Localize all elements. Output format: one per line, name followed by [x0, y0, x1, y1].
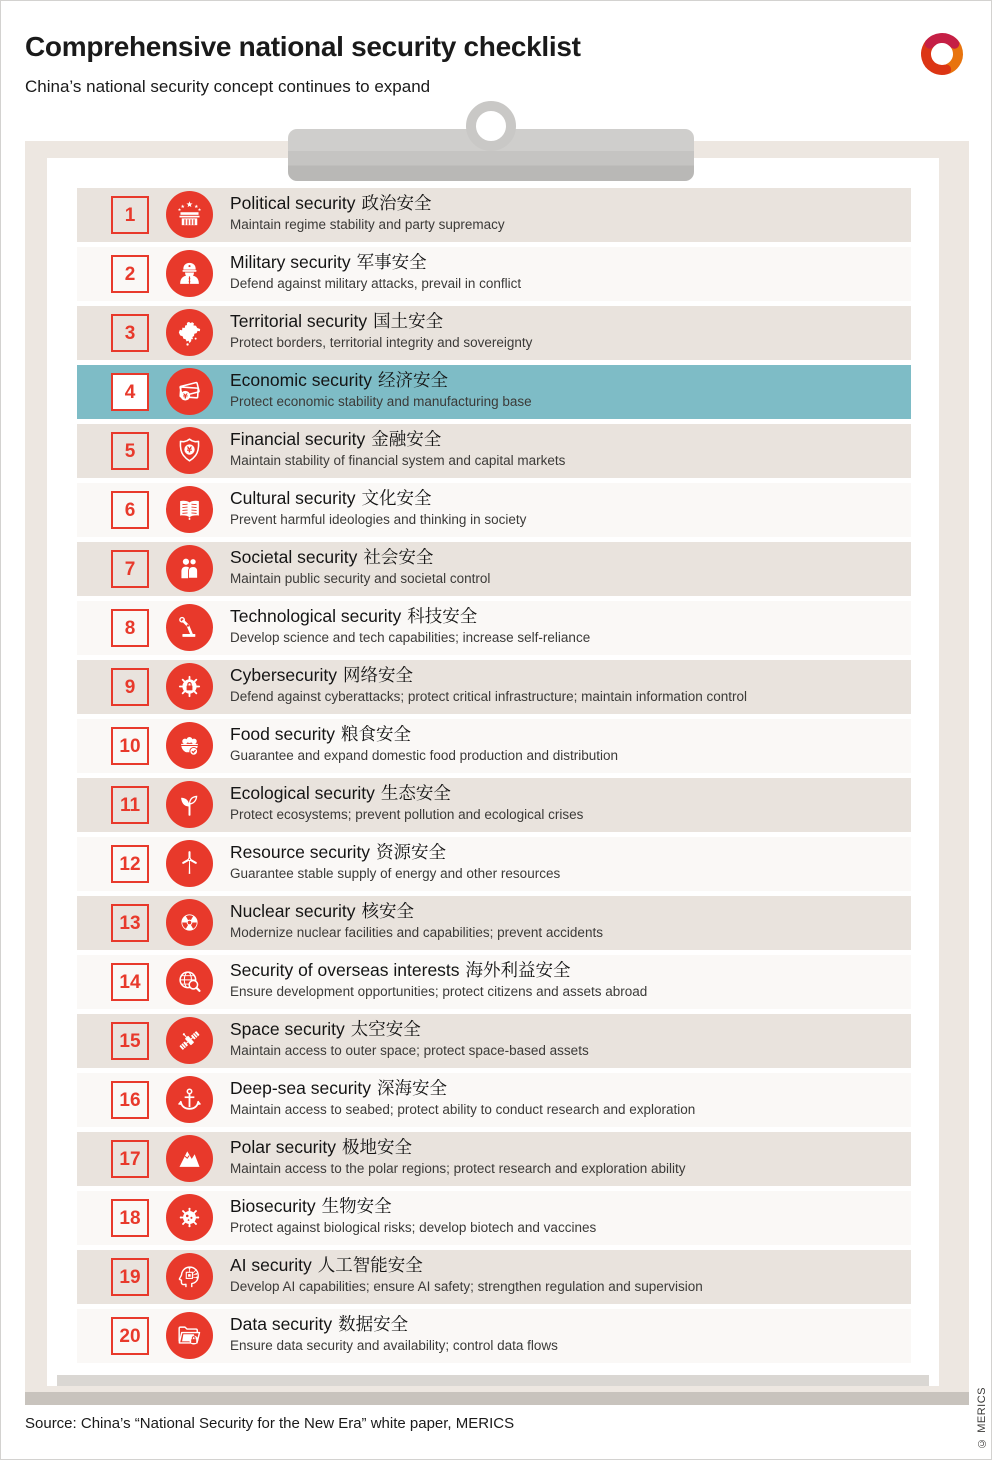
item-text: [230, 1073, 695, 1127]
item-title-zh: 人工智能安全: [317, 1255, 423, 1275]
item-description: Ensure development opportunities; protect citizens and assets abroad: [230, 983, 648, 999]
soldier-icon: [166, 250, 213, 297]
item-number: 5: [124, 440, 136, 462]
item-title: [230, 193, 505, 215]
item-text: [230, 483, 526, 537]
iceberg-icon: [166, 1135, 213, 1182]
item-number: 7: [124, 558, 136, 580]
item-title-zh: 经济安全: [378, 370, 448, 390]
security-item-row: [77, 424, 911, 478]
source-note: Source: China’s “National Security for the New Era” white paper, MERICS: [25, 1415, 515, 1432]
item-title-en: Political security: [230, 193, 356, 213]
security-item-row: [77, 1014, 911, 1068]
item-number-box: [111, 1022, 149, 1060]
item-title-en: Territorial security: [230, 311, 368, 331]
banknotes-icon: [166, 368, 213, 415]
merics-logo: [915, 25, 969, 88]
item-number: 11: [119, 794, 141, 816]
item-number-box: [111, 609, 149, 647]
item-number-box: [111, 786, 149, 824]
item-title: [230, 311, 532, 333]
item-text: [230, 1014, 589, 1068]
item-description: Maintain stability of financial system and capital markets: [230, 452, 566, 468]
copyright-vertical: © MERICS: [976, 1387, 988, 1449]
satellite-icon: [166, 1017, 213, 1064]
item-text: [230, 719, 618, 773]
virus-icon: [166, 1194, 213, 1241]
item-text: [230, 306, 532, 360]
item-title-zh: 政治安全: [361, 193, 432, 213]
item-text: [230, 601, 590, 655]
people-icon: [166, 545, 213, 592]
item-text: [230, 837, 560, 891]
item-title-zh: 国土安全: [373, 311, 444, 331]
item-text: [230, 1132, 686, 1186]
item-title-zh: 军事安全: [356, 252, 427, 272]
item-title-en: Ecological security: [230, 783, 375, 803]
security-item-row: [77, 1309, 911, 1363]
item-number: 10: [119, 735, 141, 757]
item-description: Modernize nuclear facilities and capabilities; prevent accidents: [230, 924, 603, 940]
item-description: Maintain regime stability and party supremacy: [230, 216, 505, 232]
item-text: [230, 424, 565, 478]
security-item-row: [77, 837, 911, 891]
item-title: [230, 370, 532, 392]
item-title: [230, 783, 583, 805]
item-number-box: [111, 491, 149, 529]
item-text: [230, 188, 505, 242]
item-title-en: Polar security: [230, 1137, 337, 1157]
item-number: 9: [124, 676, 136, 698]
item-text: [230, 660, 747, 714]
item-number-box: [111, 314, 149, 352]
item-description: Develop AI capabilities; ensure AI safety; strengthen regulation and supervision: [230, 1278, 703, 1294]
item-title-zh: 深海安全: [377, 1078, 448, 1098]
item-text: [230, 1191, 596, 1245]
item-description: Protect borders, territorial integrity and sovereignty: [230, 334, 533, 350]
item-description: Maintain public security and societal control: [230, 570, 491, 586]
item-title-zh: 数据安全: [338, 1314, 409, 1334]
item-title: [230, 665, 747, 687]
item-text: [230, 896, 603, 950]
security-item-row: [77, 660, 911, 714]
item-title: [230, 960, 647, 982]
item-description: Maintain access to seabed; protect ability to conduct research and exploration: [230, 1101, 696, 1117]
wind-turbine-icon: [166, 840, 213, 887]
item-title-zh: 金融安全: [371, 429, 442, 449]
item-description: Guarantee stable supply of energy and other resources: [230, 865, 561, 881]
item-number: 13: [119, 912, 141, 934]
item-number: 1: [124, 204, 136, 226]
item-title-en: Cultural security: [230, 488, 356, 508]
item-description: Prevent harmful ideologies and thinking in society: [230, 511, 527, 527]
globe-magnifier-icon: [166, 958, 213, 1005]
item-number: 14: [119, 971, 141, 993]
item-title-en: Military security: [230, 252, 351, 272]
item-title: [230, 1137, 686, 1159]
security-list: [77, 188, 911, 1363]
item-title-en: Technological security: [230, 606, 402, 626]
security-item-row: [77, 306, 911, 360]
page-subtitle: China’s national security concept continues to expand: [25, 77, 431, 96]
item-number: 17: [119, 1148, 141, 1170]
item-number-box: [111, 1199, 149, 1237]
item-number-box: [111, 963, 149, 1001]
item-title: [230, 252, 521, 274]
item-title-en: Biosecurity: [230, 1196, 316, 1216]
item-description: Protect against biological risks; develop biotech and vaccines: [230, 1219, 597, 1235]
security-item-row: [77, 483, 911, 537]
paper-bottom-shadow: [57, 1375, 929, 1386]
item-number-box: [111, 196, 149, 234]
item-description: Develop science and tech capabilities; increase self-reliance: [230, 629, 591, 645]
item-title-en: Food security: [230, 724, 336, 744]
item-title-en: Data security: [230, 1314, 333, 1334]
item-title-zh: 社会安全: [363, 547, 434, 567]
item-title: [230, 1255, 703, 1277]
item-title-en: Societal security: [230, 547, 358, 567]
security-item-row: [77, 955, 911, 1009]
rice-bowl-icon: [166, 722, 213, 769]
item-description: Protect ecosystems; prevent pollution and ecological crises: [230, 806, 584, 822]
security-item-row: [77, 188, 911, 242]
item-number: 15: [119, 1030, 141, 1052]
security-item-row: [77, 778, 911, 832]
anchor-icon: [166, 1076, 213, 1123]
item-number-box: [111, 904, 149, 942]
item-number-box: [111, 373, 149, 411]
security-item-row: [77, 542, 911, 596]
item-number: 3: [124, 322, 136, 344]
clipboard-board-shadow: [25, 1392, 969, 1405]
china-map-icon: [166, 309, 213, 356]
item-title: [230, 606, 590, 628]
item-number: 6: [124, 499, 136, 521]
item-title-en: Security of overseas interests: [230, 960, 460, 980]
item-number: 8: [124, 617, 136, 639]
item-number: 20: [119, 1325, 141, 1347]
item-title: [230, 429, 565, 451]
item-description: Defend against cyberattacks; protect critical infrastructure; maintain information control: [230, 688, 747, 704]
item-number-box: [111, 668, 149, 706]
folder-lock-icon: [166, 1312, 213, 1359]
item-title: [230, 1196, 596, 1218]
security-item-row: [77, 1250, 911, 1304]
item-title-en: Nuclear security: [230, 901, 356, 921]
sprout-icon: [166, 781, 213, 828]
item-number: 2: [124, 263, 136, 285]
item-number-box: [111, 550, 149, 588]
shield-yuan-icon: [166, 427, 213, 474]
item-number: 18: [119, 1207, 141, 1229]
item-text: [230, 247, 521, 301]
item-description: Defend against military attacks, prevail in conflict: [230, 275, 522, 291]
item-text: [230, 542, 490, 596]
item-title-en: Deep-sea security: [230, 1078, 372, 1098]
item-title: [230, 842, 560, 864]
item-number-box: [111, 845, 149, 883]
item-number: 19: [119, 1266, 141, 1288]
item-title-zh: 生态安全: [380, 783, 451, 803]
item-title-zh: 海外利益安全: [465, 960, 571, 980]
security-item-row: [77, 1073, 911, 1127]
robot-arm-icon: [166, 604, 213, 651]
item-text: [230, 365, 532, 419]
item-title-en: Financial security: [230, 429, 366, 449]
item-title: [230, 1078, 695, 1100]
item-description: Guarantee and expand domestic food production and distribution: [230, 747, 619, 763]
item-title-zh: 科技安全: [407, 606, 478, 626]
item-title-zh: 资源安全: [376, 842, 447, 862]
item-number: 4: [124, 381, 136, 403]
item-description: Maintain access to outer space; protect space-based assets: [230, 1042, 589, 1058]
item-title: [230, 901, 603, 923]
item-title: [230, 547, 490, 569]
security-item-row: [77, 896, 911, 950]
tiananmen-stars-icon: [166, 191, 213, 238]
item-title-zh: 太空安全: [350, 1019, 421, 1039]
item-title-en: Space security: [230, 1019, 345, 1039]
item-title-zh: 网络安全: [342, 665, 413, 685]
svg-text:¥: ¥: [182, 391, 188, 401]
item-title-en: Cybersecurity: [230, 665, 337, 685]
page-title: Comprehensive national security checklist: [25, 31, 581, 62]
clipboard-clip-ring: [466, 101, 516, 151]
item-title: [230, 488, 526, 510]
svg-text:¥: ¥: [186, 445, 193, 455]
item-number-box: [111, 1140, 149, 1178]
item-title-zh: 核安全: [361, 901, 414, 921]
item-number: 16: [119, 1089, 141, 1111]
security-item-row: [77, 719, 911, 773]
radiation-icon: [166, 899, 213, 946]
item-title-en: Economic security: [230, 370, 372, 390]
item-title-zh: 粮食安全: [341, 724, 412, 744]
item-description: Protect economic stability and manufacturing base: [230, 393, 532, 409]
item-number-box: [111, 1317, 149, 1355]
security-item-row: [77, 1132, 911, 1186]
item-number-box: [111, 432, 149, 470]
item-title: [230, 1019, 589, 1041]
item-text: [230, 955, 647, 1009]
item-description: Ensure data security and availability; control data flows: [230, 1337, 558, 1353]
ai-head-icon: [166, 1253, 213, 1300]
item-title-zh: 生物安全: [321, 1196, 392, 1216]
item-number-box: [111, 255, 149, 293]
item-title: [230, 1314, 558, 1336]
item-title: [230, 724, 618, 746]
item-description: Maintain access to the polar regions; protect research and exploration ability: [230, 1160, 686, 1176]
security-item-row: [77, 365, 911, 419]
security-item-row: [77, 1191, 911, 1245]
item-title-zh: 极地安全: [342, 1137, 413, 1157]
item-text: [230, 1309, 558, 1363]
item-number-box: [111, 1081, 149, 1119]
item-title-zh: 文化安全: [361, 488, 432, 508]
security-item-row: [77, 601, 911, 655]
item-title-en: Resource security: [230, 842, 371, 862]
item-number-box: [111, 727, 149, 765]
security-item-row: [77, 247, 911, 301]
open-book-icon: [166, 486, 213, 533]
item-number-box: [111, 1258, 149, 1296]
virus-lock-icon: [166, 663, 213, 710]
item-text: [230, 1250, 703, 1304]
item-text: [230, 778, 583, 832]
item-title-en: AI security: [230, 1255, 312, 1275]
item-number: 12: [119, 853, 141, 875]
